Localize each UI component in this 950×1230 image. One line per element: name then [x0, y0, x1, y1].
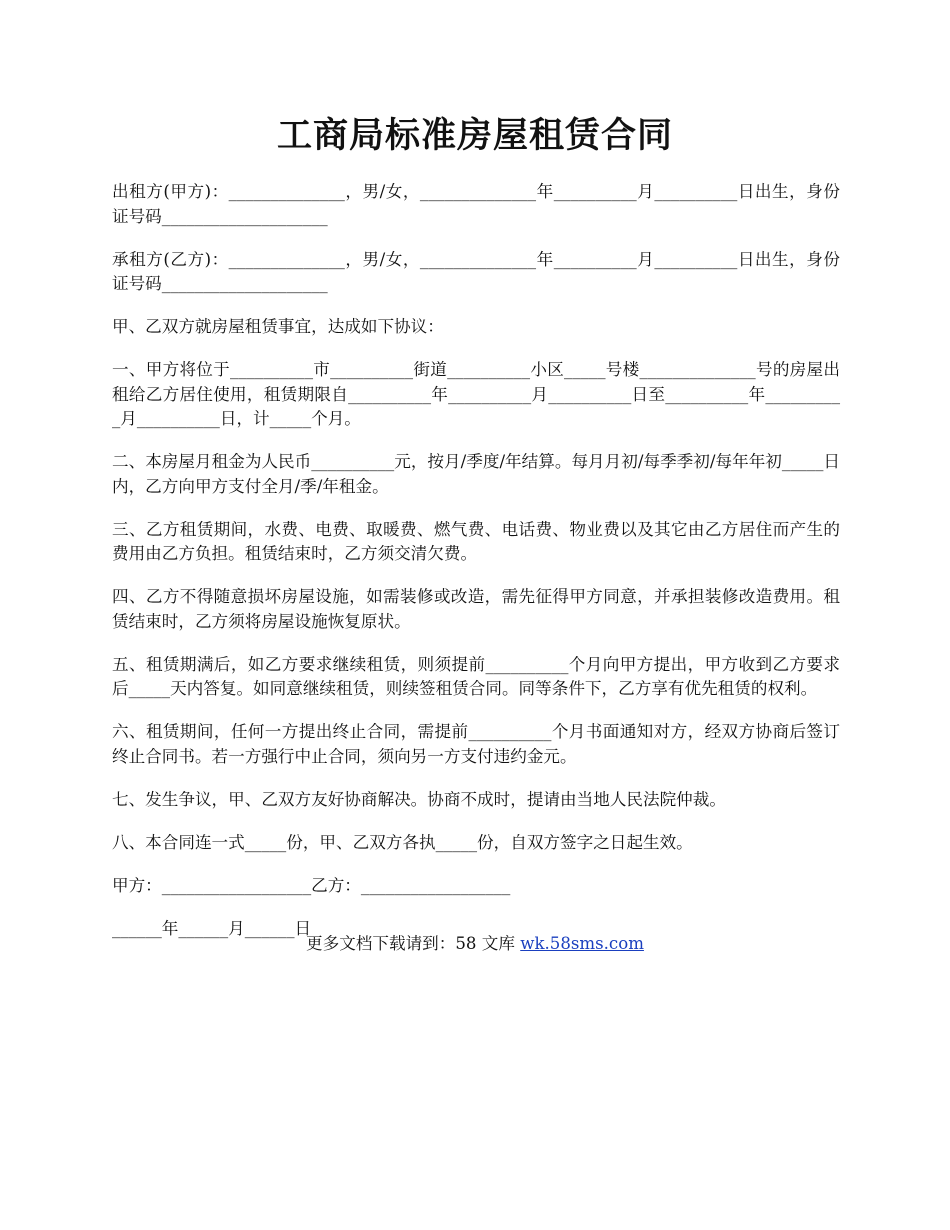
- agreement-intro: 甲、乙双方就房屋租赁事宜，达成如下协议：: [112, 317, 444, 336]
- download-footer: [0, 932, 950, 956]
- clause-4: 四、乙方不得随意损坏房屋设施，如需装修或改造，需先征得甲方同意，并承担装修改造费用。租赁结束时，乙方须将房屋设施恢复原状。: [112, 587, 840, 631]
- clause-1: 一、甲方将位于__________市__________街道__________小区_____号楼______________号的房屋出租给乙方居住使用，租赁期限自__________年__________月__________日至__________年__________月__________日，计_____个月。: [112, 360, 840, 428]
- party-b-clause: 承租方(乙方)：______________，男/女，______________年__________月__________日出生，身份证号码____________________: [112, 249, 840, 293]
- footer-link[interactable]: wk.58sms.com: [520, 934, 644, 953]
- clause-6: 六、租赁期间，任何一方提出终止合同，需提前__________个月书面通知对方，经双方协商后签订终止合同书。若一方强行中止合同，须向另一方支付违约金元。: [112, 722, 840, 766]
- clause-2: 二、本房屋月租金为人民币__________元，按月/季度/年结算。每月月初/每季季初/每年年初_____日内，乙方向甲方支付全月/季/年租金。: [112, 452, 840, 496]
- clause-3: 三、乙方租赁期间，水费、电费、取暖费、燃气费、电话费、物业费以及其它由乙方居住而产生的费用由乙方负担。租赁结束时，乙方须交清欠费。: [112, 519, 840, 563]
- contract-body: [112, 180, 840, 960]
- clause-7: 七、发生争议，甲、乙双方友好协商解决。协商不成时，提请由当地人民法院仲裁。: [112, 789, 726, 809]
- clause-8: 八、本合同连一式_____份，甲、乙双方各执_____份，自双方签字之日起生效。: [112, 832, 693, 852]
- signature-line: 甲方：__________________乙方：__________________: [112, 875, 511, 895]
- date-line: ______年______月______日: [112, 918, 312, 938]
- footer-text: 更多文档下载请到：58 文库: [306, 934, 521, 953]
- clause-5: 五、租赁期满后，如乙方要求继续租赁，则须提前__________个月向甲方提出，甲方收到乙方要求后_____天内答复。如同意继续租赁，则续签租赁合同。同等条件下，乙方享有优先租赁的权利。: [112, 654, 840, 698]
- document-title: 工商局标准房屋租赁合同: [276, 115, 673, 156]
- party-a-clause: 出租方(甲方)：______________，男/女，______________年__________月__________日出生，身份证号码____________________: [112, 182, 840, 226]
